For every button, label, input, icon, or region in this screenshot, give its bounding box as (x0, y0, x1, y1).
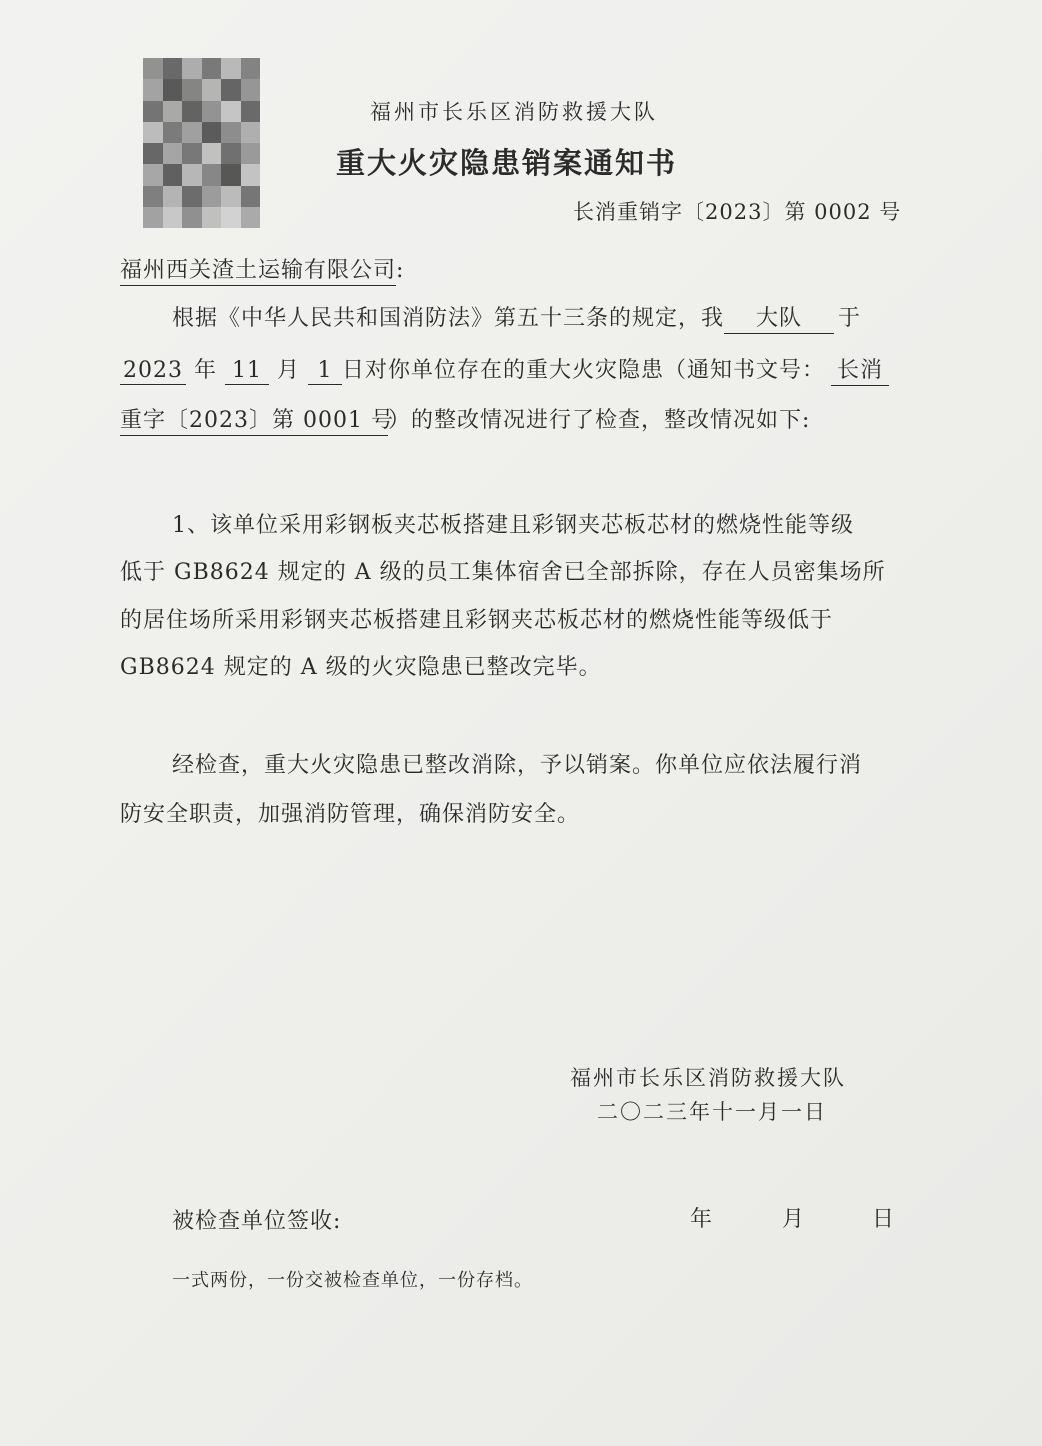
qr-pixel (221, 79, 241, 100)
inspection-month: 11 (225, 358, 269, 385)
qr-pixel (143, 164, 163, 185)
month-label: 月 (277, 358, 301, 383)
qr-pixel (182, 164, 202, 185)
qr-pixel (241, 164, 261, 185)
copies-footnote: 一式两份，一份交被检查单位，一份存档。 (172, 1270, 533, 1291)
qr-pixel (143, 58, 163, 79)
qr-pixel (202, 164, 222, 185)
qr-pixel (182, 122, 202, 143)
issuing-agency: 福州市长乐区消防救援大队 (370, 100, 658, 124)
qr-pixel (202, 58, 222, 79)
qr-pixel (143, 79, 163, 100)
qr-pixel (163, 143, 183, 164)
conclusion-line-2: 防安全职责，加强消防管理，确保消防安全。 (120, 802, 581, 827)
qr-pixel (182, 58, 202, 79)
qr-pixel (241, 79, 261, 100)
qr-pixel (221, 122, 241, 143)
qr-pixel (182, 143, 202, 164)
qr-pixel (221, 207, 241, 228)
recipient-line (120, 253, 404, 286)
intro-line-3 (120, 403, 810, 436)
intro-text-3: 日对你单位存在的重大火灾隐患（通知书文号： (342, 358, 826, 383)
qr-pixel (221, 164, 241, 185)
receipt-label: 被检查单位签收: (172, 1209, 342, 1234)
intro-line-1 (172, 301, 861, 334)
intro-text-2: 于 (838, 306, 862, 331)
recipient-suffix: : (396, 258, 405, 283)
qr-pixel (143, 122, 163, 143)
finding-line-1: 1、该单位采用彩钢板夹芯板搭建且彩钢夹芯板芯材的燃烧性能等级 (172, 513, 854, 538)
qr-pixel (202, 79, 222, 100)
finding-line-3: 的居住场所采用彩钢夹芯板搭建且彩钢夹芯板芯材的燃烧性能等级低于 (120, 608, 834, 633)
receipt-month-label: 月 (782, 1207, 806, 1232)
qr-pixel (182, 79, 202, 100)
receipt-year-label: 年 (690, 1207, 714, 1232)
signature-date: 二〇二三年十一月一日 (597, 1100, 827, 1124)
qr-pixel (143, 101, 163, 122)
qr-pixel (221, 58, 241, 79)
reference-number-part-1: 长消 (831, 353, 889, 386)
qr-pixel (241, 58, 261, 79)
qr-pixel (163, 58, 183, 79)
qr-pixel (202, 122, 222, 143)
qr-pixel (241, 186, 261, 207)
qr-pixel (182, 186, 202, 207)
intro-line-2 (120, 353, 889, 386)
qr-pixel (163, 207, 183, 228)
qr-pixel (163, 186, 183, 207)
recipient-name: 福州西关渣土运输有限公司 (120, 253, 396, 286)
qr-pixel (163, 164, 183, 185)
conclusion-line-1: 经检查，重大火灾隐患已整改消除，予以销案。你单位应依法履行消 (172, 753, 863, 778)
finding-line-4: GB8624 规定的 A 级的火灾隐患已整改完毕。 (120, 655, 602, 680)
qr-pixel (202, 186, 222, 207)
qr-pixel (143, 143, 163, 164)
intro-text-4: ）的整改情况进行了检查，整改情况如下: (388, 408, 811, 433)
qr-pixel (241, 122, 261, 143)
signature-agency: 福州市长乐区消防救援大队 (570, 1066, 846, 1090)
qr-pixel (241, 101, 261, 122)
qr-pixel (202, 101, 222, 122)
document-title: 重大火灾隐患销案通知书 (336, 146, 678, 180)
qr-pixel (163, 79, 183, 100)
qr-pixel (182, 207, 202, 228)
qr-pixel (221, 186, 241, 207)
document-number: 长消重销字〔2023〕第 0002 号 (573, 200, 902, 224)
intro-text-1: 根据《中华人民共和国消防法》第五十三条的规定，我 (172, 306, 725, 331)
inspection-year: 2023 (120, 358, 186, 385)
pixelated-qr-code (143, 58, 260, 228)
qr-pixel (163, 101, 183, 122)
qr-pixel (202, 143, 222, 164)
qr-pixel (241, 143, 261, 164)
receipt-day-label: 日 (872, 1207, 896, 1232)
finding-line-2: 低于 GB8624 规定的 A 级的员工集体宿舍已全部拆除，存在人员密集场所 (120, 560, 886, 585)
qr-pixel (182, 101, 202, 122)
inspecting-unit: 大队 (724, 301, 834, 334)
qr-pixel (163, 122, 183, 143)
qr-pixel (241, 207, 261, 228)
qr-pixel (202, 207, 222, 228)
qr-pixel (221, 101, 241, 122)
inspection-day: 1 (308, 358, 342, 385)
qr-pixel (143, 207, 163, 228)
qr-pixel (221, 143, 241, 164)
qr-pixel (143, 186, 163, 207)
year-label: 年 (194, 358, 218, 383)
reference-number-part-2: 重字〔2023〕第 0001 号 (120, 403, 388, 436)
